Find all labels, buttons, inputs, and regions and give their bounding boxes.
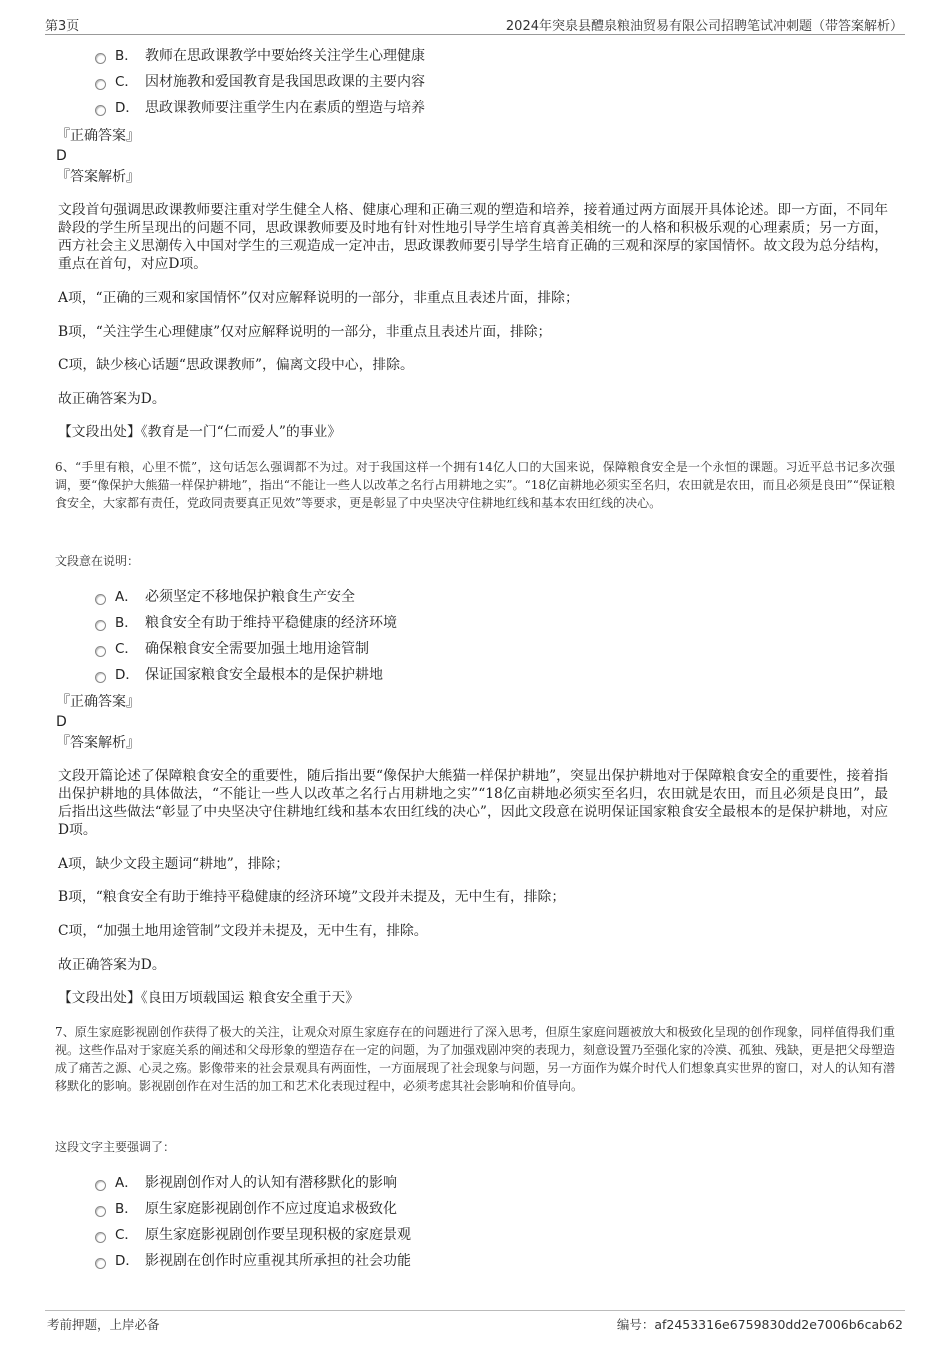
q5-note-b: B项，“关注学生心理健康”仅对应解释说明的一部分，非重点且表述片面，排除； bbox=[58, 324, 552, 340]
radio-button[interactable] bbox=[95, 620, 106, 631]
q6-analysis-label: 『答案解析』 bbox=[56, 735, 140, 751]
document-code: 编号：af2453316e6759830dd2e7006b6cab62 bbox=[616, 1317, 903, 1332]
option-text: 因材施教和爱国教育是我国思政课的主要内容 bbox=[145, 74, 425, 90]
option-letter: C． bbox=[115, 1227, 138, 1243]
q5-source: 【文段出处】《教育是一门“仁而爱人”的事业》 bbox=[58, 424, 342, 440]
q6-answer: D bbox=[56, 714, 67, 730]
radio-button[interactable] bbox=[95, 646, 106, 657]
q6-conclusion: 故正确答案为D。 bbox=[58, 957, 166, 973]
q5-analysis: 文段首句强调思政课教师要注重对学生健全人格、健康心理和正确三观的塑造和培养，接着通过两方面展开具体论述。即一方面，不同年龄段的学生所呈现出的问题不同，思政课教师要及时地有针对性地引导学生培育真善美相统一的人格和积极乐观的心理素质；另一方面，西方社会主义思潮传入中国对学生的三观造成一定冲击，思政课教师要引导学生培育正确的三观和深厚的家国情怀。故文段为总分结构，重点在首句，对应D项。 bbox=[58, 202, 888, 272]
option-text: 思政课教师要注重学生内在素质的塑造与培养 bbox=[145, 100, 425, 116]
radio-button[interactable] bbox=[95, 79, 106, 90]
radio-button[interactable] bbox=[95, 53, 106, 64]
q5-answer: D bbox=[56, 148, 67, 164]
q7-question-text: 7、原生家庭影视剧创作获得了极大的关注，让观众对原生家庭存在的问题进行了深入思考，但原生家庭问题被放大和极致化呈现的创作现象，同样值得我们重视。这些作品对于家庭关系的阐述和父母形象的塑造存在一定的问题，为了加强戏剧冲突的表现力，刻意设置乃至强化家的冷漠、孤独、残缺，更是把父母塑造成了痛苦之源、心灵之殇。影像带来的社会景观具有两面性，一方面展现了社会现象与问题，另一方面作为媒介时代人们想象真实世界的窗口，对人的认知有潜移默化的影响。影视剧创作在对生活的加工和艺术化表现过程中，必须考虑其社会影响和价值导向。 bbox=[55, 1025, 896, 1093]
option-letter: B． bbox=[115, 48, 138, 64]
radio-button[interactable] bbox=[95, 672, 106, 683]
q6-analysis: 文段开篇论述了保障粮食安全的重要性，随后指出要“像保护大熊猫一样保护耕地”，突显出保护耕地对于保障粮食安全的重要性，接着指出保护耕地的具体做法，“不能让一些人以改革之名行占用耕地之实”“18亿亩耕地必须实至名归，农田就是农田，而且必须是良田”，最后指出这些做法“彰显了中央坚决守住耕地红线和基本农田红线的决心”，因此文段意在说明保证国家粮食安全最根本的是保护耕地，对应D项。 bbox=[58, 768, 888, 838]
option-letter: C． bbox=[115, 641, 138, 657]
option-letter: D． bbox=[115, 667, 139, 683]
option-letter: D． bbox=[115, 100, 139, 116]
radio-button[interactable] bbox=[95, 1232, 106, 1243]
option-text: 确保粮食安全需要加强土地用途管制 bbox=[145, 641, 369, 657]
radio-button[interactable] bbox=[95, 1180, 106, 1191]
radio-button[interactable] bbox=[95, 105, 106, 116]
q5-note-c: C项，缺少核心话题“思政课教师”，偏离文段中心，排除。 bbox=[58, 357, 414, 373]
q6-source: 【文段出处】《良田万顷载国运 粮食安全重于天》 bbox=[58, 990, 360, 1006]
option-text: 原生家庭影视剧创作要呈现积极的家庭景观 bbox=[145, 1227, 411, 1243]
option-text: 粮食安全有助于维持平稳健康的经济环境 bbox=[145, 615, 397, 631]
q7-prompt: 这段文字主要强调了： bbox=[55, 1140, 176, 1154]
page-header bbox=[45, 12, 905, 35]
option-letter: C． bbox=[115, 74, 138, 90]
page-number: 第3页 bbox=[45, 19, 80, 34]
footer-slogan: 考前押题，上岸必备 bbox=[47, 1317, 160, 1332]
q6-note-b: B项，“粮食安全有助于维持平稳健康的经济环境”文段并未提及，无中生有，排除； bbox=[58, 889, 566, 905]
q6-question-text: 6、“手里有粮，心里不慌”，这句话怎么强调都不为过。对于我国这样一个拥有14亿人口的大国来说，保障粮食安全是一个永恒的课题。习近平总书记多次强调，要“像保护大熊猫一样保护耕地”，指出“不能让一些人以改革之名行占用耕地之实”。“18亿亩耕地必须实至名归，农田就是农田，而且必须是良田”“保证粮食安全，大家都有责任，党政同责要真正见效”等要求，更是彰显了中央坚决守住耕地红线和基本农田红线的决心。 bbox=[55, 460, 895, 510]
option-letter: A． bbox=[115, 1175, 138, 1191]
q6-answer-label: 『正确答案』 bbox=[56, 694, 140, 710]
q6-note-a: A项，缺少文段主题词“耕地”，排除； bbox=[58, 856, 290, 872]
radio-button[interactable] bbox=[95, 1206, 106, 1217]
q6-note-c: C项，“加强土地用途管制”文段并未提及，无中生有，排除。 bbox=[58, 923, 428, 939]
q5-conclusion: 故正确答案为D。 bbox=[58, 391, 166, 407]
option-text: 影视剧在创作时应重视其所承担的社会功能 bbox=[145, 1253, 411, 1269]
q5-note-a: A项，“正确的三观和家国情怀”仅对应解释说明的一部分，非重点且表述片面，排除； bbox=[58, 290, 579, 306]
option-text: 保证国家粮食安全最根本的是保护耕地 bbox=[145, 667, 383, 683]
document-title: 2024年突泉县醴泉粮油贸易有限公司招聘笔试冲刺题（带答案解析） bbox=[505, 19, 903, 34]
q6-prompt: 文段意在说明： bbox=[55, 554, 140, 568]
option-letter: A． bbox=[115, 589, 138, 605]
radio-button[interactable] bbox=[95, 1258, 106, 1269]
option-text: 必须坚定不移地保护粮食生产安全 bbox=[145, 589, 355, 605]
q5-answer-label: 『正确答案』 bbox=[56, 128, 140, 144]
option-letter: D． bbox=[115, 1253, 139, 1269]
option-letter: B． bbox=[115, 615, 138, 631]
page-footer bbox=[45, 1310, 905, 1333]
option-text: 影视剧创作对人的认知有潜移默化的影响 bbox=[145, 1175, 397, 1191]
q5-analysis-label: 『答案解析』 bbox=[56, 169, 140, 185]
option-letter: B． bbox=[115, 1201, 138, 1217]
radio-button[interactable] bbox=[95, 594, 106, 605]
option-text: 教师在思政课教学中要始终关注学生心理健康 bbox=[145, 48, 425, 64]
option-text: 原生家庭影视剧创作不应过度追求极致化 bbox=[145, 1201, 397, 1217]
